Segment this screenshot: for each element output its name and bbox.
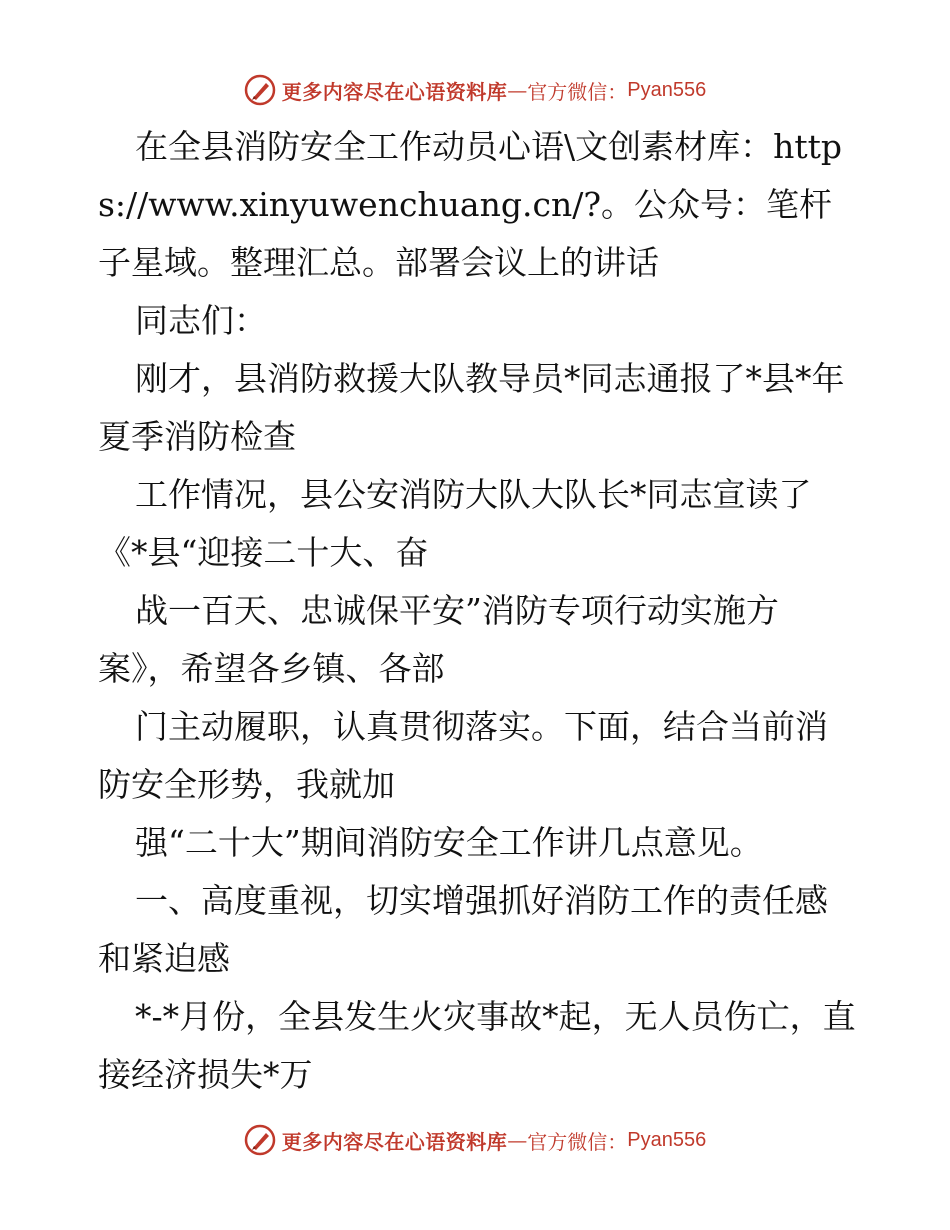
footer-watermark — [0, 1122, 950, 1158]
watermark-wechat-id: Pyan556 — [627, 78, 707, 101]
paragraph: 强“二十大”期间消防安全工作讲几点意见。 — [135, 823, 763, 862]
watermark-wechat-id: Pyan556 — [627, 1128, 707, 1151]
header-watermark — [0, 72, 950, 108]
watermark-main-text: 更多内容尽在心语资料库 — [281, 1129, 508, 1154]
watermark-wechat-label: 官方微信： — [527, 1129, 628, 1154]
watermark-main-text: 更多内容尽在心语资料库 — [281, 79, 508, 104]
watermark-wechat-label: 官方微信： — [527, 79, 628, 104]
paragraph-title: 在全县消防安全工作动员心语\文创素材库：https://www.xinyuwenchuang.cn/?。公众号：笔杆子星域。整理汇总。部署会议上的讲话 — [98, 127, 843, 282]
paragraph: 门主动履职，认真贯彻落实。下面，结合当前消防安全形势，我就加 — [98, 707, 828, 804]
quill-pen-logo-icon — [244, 74, 276, 106]
paragraph-salutation: 同志们： — [135, 301, 267, 340]
section-heading: 一、高度重视，切实增强抓好消防工作的责任感和紧迫感 — [98, 881, 828, 978]
paragraph: 战一百天、忠诚保平安”消防专项行动实施方案》，希望各乡镇、各部 — [98, 591, 779, 688]
paragraph: 工作情况，县公安消防大队大队长*同志宣读了《*县“迎接二十大、奋 — [98, 475, 812, 572]
quill-pen-logo-icon — [244, 1124, 276, 1156]
paragraph: *-*月份，全县发生火灾事故*起，无人员伤亡，直接经济损失*万 — [98, 997, 856, 1094]
paragraph: 刚才，县消防救援大队教导员*同志通报了*县*年夏季消防检查 — [98, 359, 845, 456]
watermark-separator: — — [507, 78, 528, 102]
document-body — [98, 118, 858, 1104]
watermark-separator: — — [507, 1128, 528, 1152]
